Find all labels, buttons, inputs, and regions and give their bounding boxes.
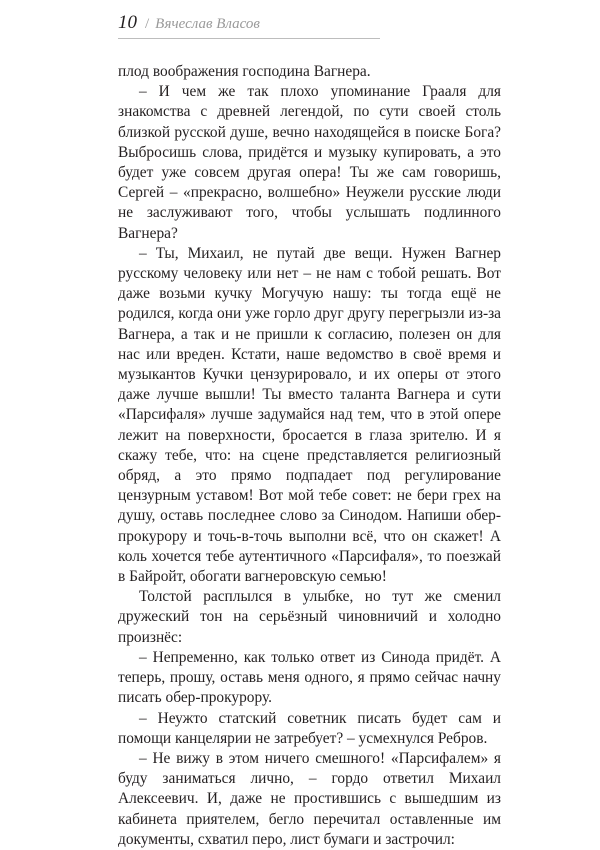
paragraph: плод воображения господина Вагнера. bbox=[118, 63, 371, 80]
paragraph: – И чем же так плохо упоминание Грааля для знакомства с древней легендой, по сути своей столь близкой русской душе, вечно находящейся в поиске Бога? Выбросишь слова, придётся и музыку купировать, а это будет уже совсем другая опера! Ты же сам говоришь, Сергей – «прекрасно, волшебно» Неужели русские люди не заслуживают того, чтобы услышать подлинного Вагнера? bbox=[118, 83, 501, 242]
running-head bbox=[118, 12, 380, 39]
paragraph: Толстой расплылся в улыбке, но тут же сменил дружеский тон на серьёзный чиновничий и холодно произнёс: bbox=[118, 588, 501, 646]
paragraph: – Непременно, как только ответ из Синода придёт. А теперь, прошу, оставь меня одного, я прямо сейчас начну писать обер-прокурору. bbox=[118, 648, 501, 707]
paragraph: – Ты, Михаил, не путай две вещи. Нужен Вагнер русскому человеку или нет – не нам с тобой решать. Вот даже возьми кучку Могучую нашу: ты тогда ещё не родился, когда они уже горло друг другу перегрызли из-за Вагнера, а так и не пришли к согласию, полезен он для нас или вреден. Кстати, наше ведомство в своё время и музыкантов Кучки цензурировало, и их оперы от этого даже лучше вышли! Ты вместо таланта Вагнера и сути «Парсифаля» лучше задумайся над тем, что в этой опере лежит на поверхности, бросается в глаза зрителю. И я скажу тебе, что: на сцене представляется религиозный обряд, а это прямо подпадает под регулирование цензурным уставом! Вот мой тебе совет: не бери грех на душу, оставь последнее слово за Синодом. Напиши обер-прокурору и точь-в-точь выполни всё, что он скажет! А коль хочется тебе аутентичного «Парсифаля», то поезжай в Байройт, обогати вагнеровскую семью! bbox=[118, 244, 501, 586]
header-separator: / bbox=[145, 16, 150, 32]
body-text bbox=[118, 62, 501, 850]
paragraph: – Не вижу в этом ничего смешного! «Парсифалем» я буду заниматься лично, – гордо ответил Михаил Алексеевич. И, даже не простившись с вышедшим из кабинета приятелем, бегло перечитал оставленные им документы, схватил перо, лист бумаги и застрочил: bbox=[118, 749, 501, 848]
page-number: 10 bbox=[118, 12, 137, 33]
author-name: Вячеслав Власов bbox=[155, 16, 260, 32]
paragraph: – Неужто статский советник писать будет сам и помощи канцелярии не затребует? – усмехнулся Ребров. bbox=[118, 709, 501, 747]
